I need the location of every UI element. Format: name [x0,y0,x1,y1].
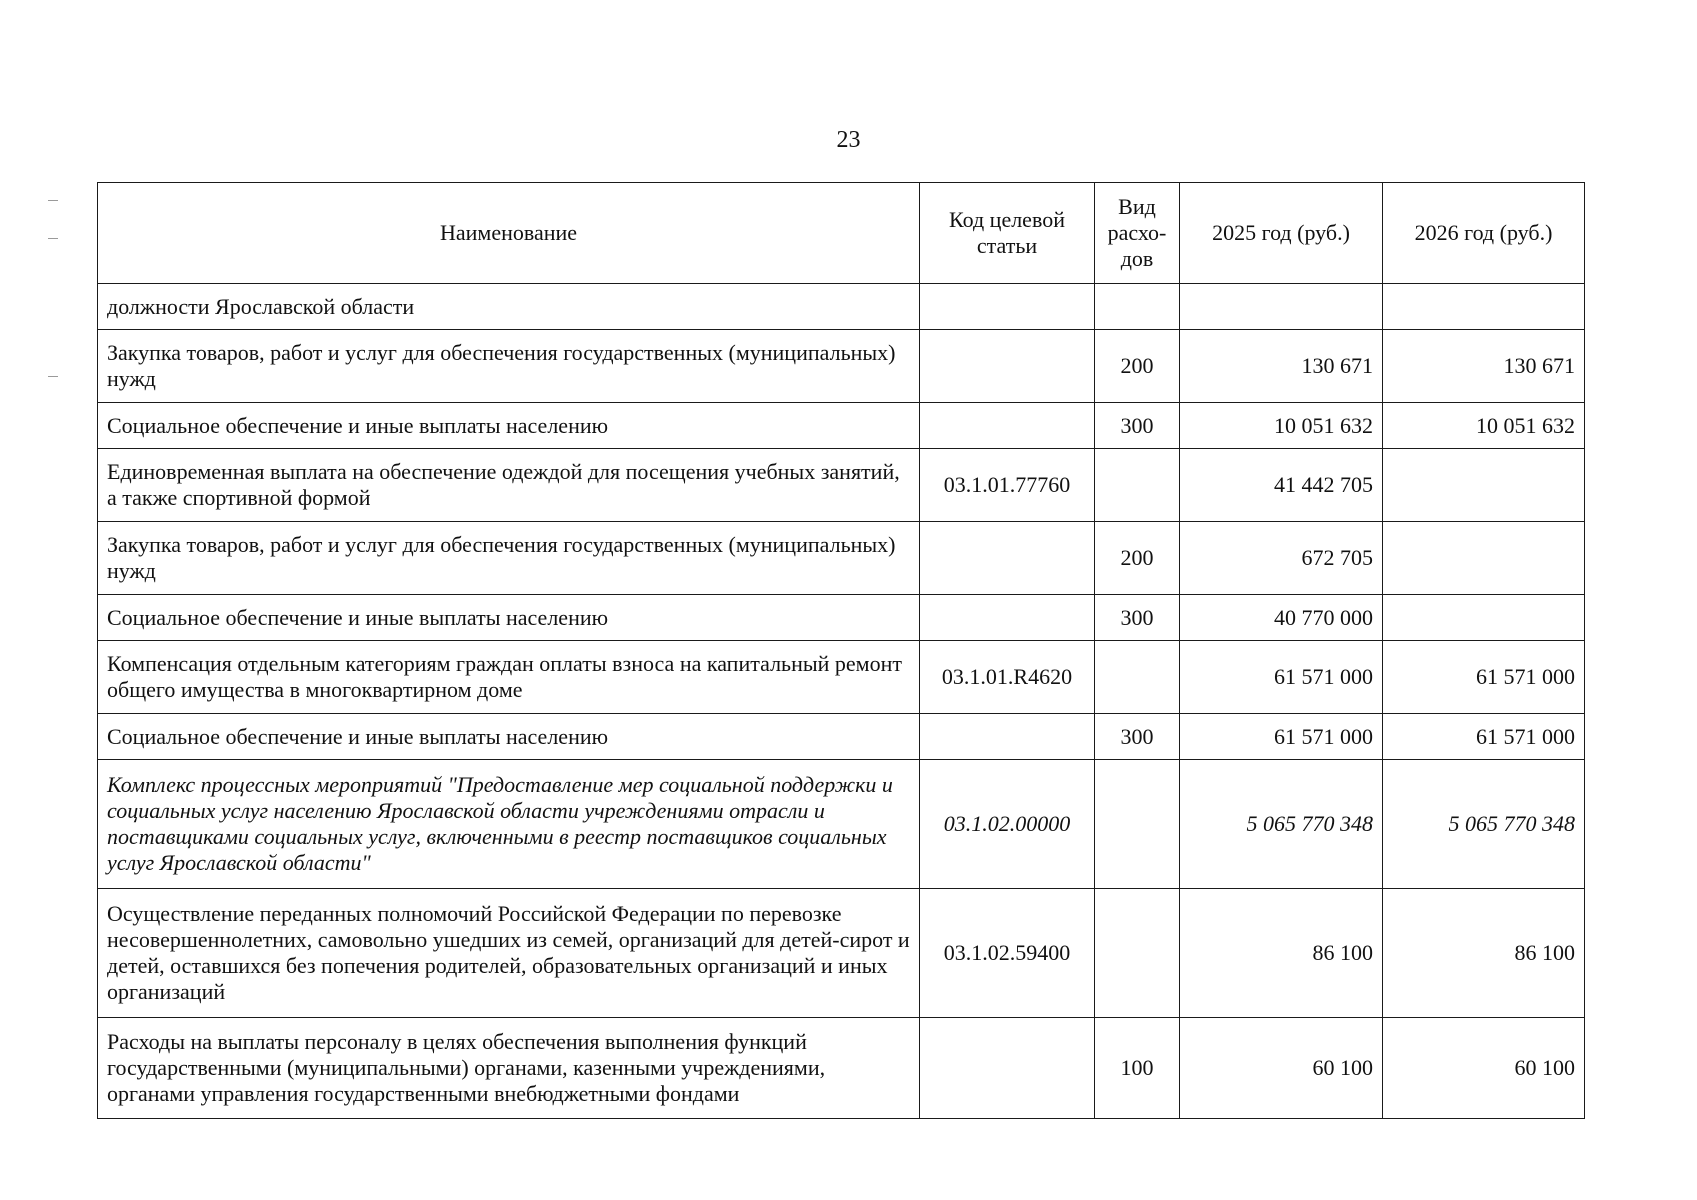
row-type: 200 [1095,330,1180,403]
row-type [1095,889,1180,1018]
table-row [98,330,1585,403]
header-2025: 2025 год (руб.) [1180,183,1383,284]
row-code: 03.1.02.59400 [920,889,1095,1018]
row-code [920,714,1095,760]
row-code [920,1018,1095,1119]
row-2025: 130 671 [1180,330,1383,403]
row-2026 [1383,595,1585,641]
row-2025: 40 770 000 [1180,595,1383,641]
row-name: Закупка товаров, работ и услуг для обеспечения государственных (муниципальных) нужд [98,330,920,403]
row-type [1095,449,1180,522]
header-2026: 2026 год (руб.) [1383,183,1585,284]
row-2025: 61 571 000 [1180,714,1383,760]
table-row [98,1018,1585,1119]
row-2026: 61 571 000 [1383,641,1585,714]
table-row [98,522,1585,595]
row-name: Расходы на выплаты персоналу в целях обеспечения выполнения функций государственными (муниципальными) органами, казенными учреждениями, органами управления государственными внебюджетными фондами [98,1018,920,1119]
row-name: Социальное обеспечение и иные выплаты населению [98,595,920,641]
row-2026 [1383,449,1585,522]
row-2025: 60 100 [1180,1018,1383,1119]
row-name: должности Ярославской области [98,284,920,330]
table-row [98,595,1585,641]
row-code: 03.1.02.00000 [920,760,1095,889]
table-row [98,641,1585,714]
row-code [920,595,1095,641]
row-2025: 672 705 [1180,522,1383,595]
header-type: Вид расхо-дов [1095,183,1180,284]
margin-mark [48,376,58,377]
table-row [98,284,1585,330]
page-number: 23 [836,127,861,153]
row-code: 03.1.01.77760 [920,449,1095,522]
row-name: Компенсация отдельным категориям граждан оплаты взноса на капитальный ремонт общего имущества в многоквартирном доме [98,641,920,714]
row-code [920,403,1095,449]
row-2026 [1383,284,1585,330]
row-name: Осуществление переданных полномочий Российской Федерации по перевозке несовершеннолетних, самовольно ушедших из семей, организаций для детей-сирот и детей, оставшихся без попечения родителей, образовательных организаций и иных организаций [98,889,920,1018]
row-name: Комплекс процессных мероприятий "Предоставление мер социальной поддержки и социальных услуг населению Ярославской области учреждениями отрасли и поставщиками социальных услуг, включенными в реестр поставщиков социальных услуг Ярославской области" [98,760,920,889]
row-type: 200 [1095,522,1180,595]
row-type: 300 [1095,595,1180,641]
table-header-row [98,183,1585,284]
row-2026: 130 671 [1383,330,1585,403]
row-2026: 61 571 000 [1383,714,1585,760]
row-type [1095,760,1180,889]
table-row [98,714,1585,760]
row-name: Социальное обеспечение и иные выплаты населению [98,403,920,449]
row-2026: 86 100 [1383,889,1585,1018]
row-2026 [1383,522,1585,595]
margin-mark [48,238,58,239]
row-2025: 41 442 705 [1180,449,1383,522]
row-code [920,330,1095,403]
table-row [98,449,1585,522]
row-2025: 10 051 632 [1180,403,1383,449]
row-type [1095,641,1180,714]
row-2025: 86 100 [1180,889,1383,1018]
row-2025 [1180,284,1383,330]
row-2025: 61 571 000 [1180,641,1383,714]
table-row [98,403,1585,449]
header-code: Код целевой статьи [920,183,1095,284]
row-type: 300 [1095,714,1180,760]
budget-table [97,182,1585,1119]
header-name: Наименование [98,183,920,284]
row-name: Закупка товаров, работ и услуг для обеспечения государственных (муниципальных) нужд [98,522,920,595]
table-row [98,760,1585,889]
row-type: 100 [1095,1018,1180,1119]
row-2026: 10 051 632 [1383,403,1585,449]
row-type: 300 [1095,403,1180,449]
table-row [98,889,1585,1018]
row-code [920,284,1095,330]
row-2025: 5 065 770 348 [1180,760,1383,889]
row-name: Единовременная выплата на обеспечение одеждой для посещения учебных занятий, а также спортивной формой [98,449,920,522]
row-2026: 5 065 770 348 [1383,760,1585,889]
row-code: 03.1.01.R4620 [920,641,1095,714]
row-2026: 60 100 [1383,1018,1585,1119]
row-code [920,522,1095,595]
row-type [1095,284,1180,330]
row-name: Социальное обеспечение и иные выплаты населению [98,714,920,760]
margin-mark [48,200,58,201]
